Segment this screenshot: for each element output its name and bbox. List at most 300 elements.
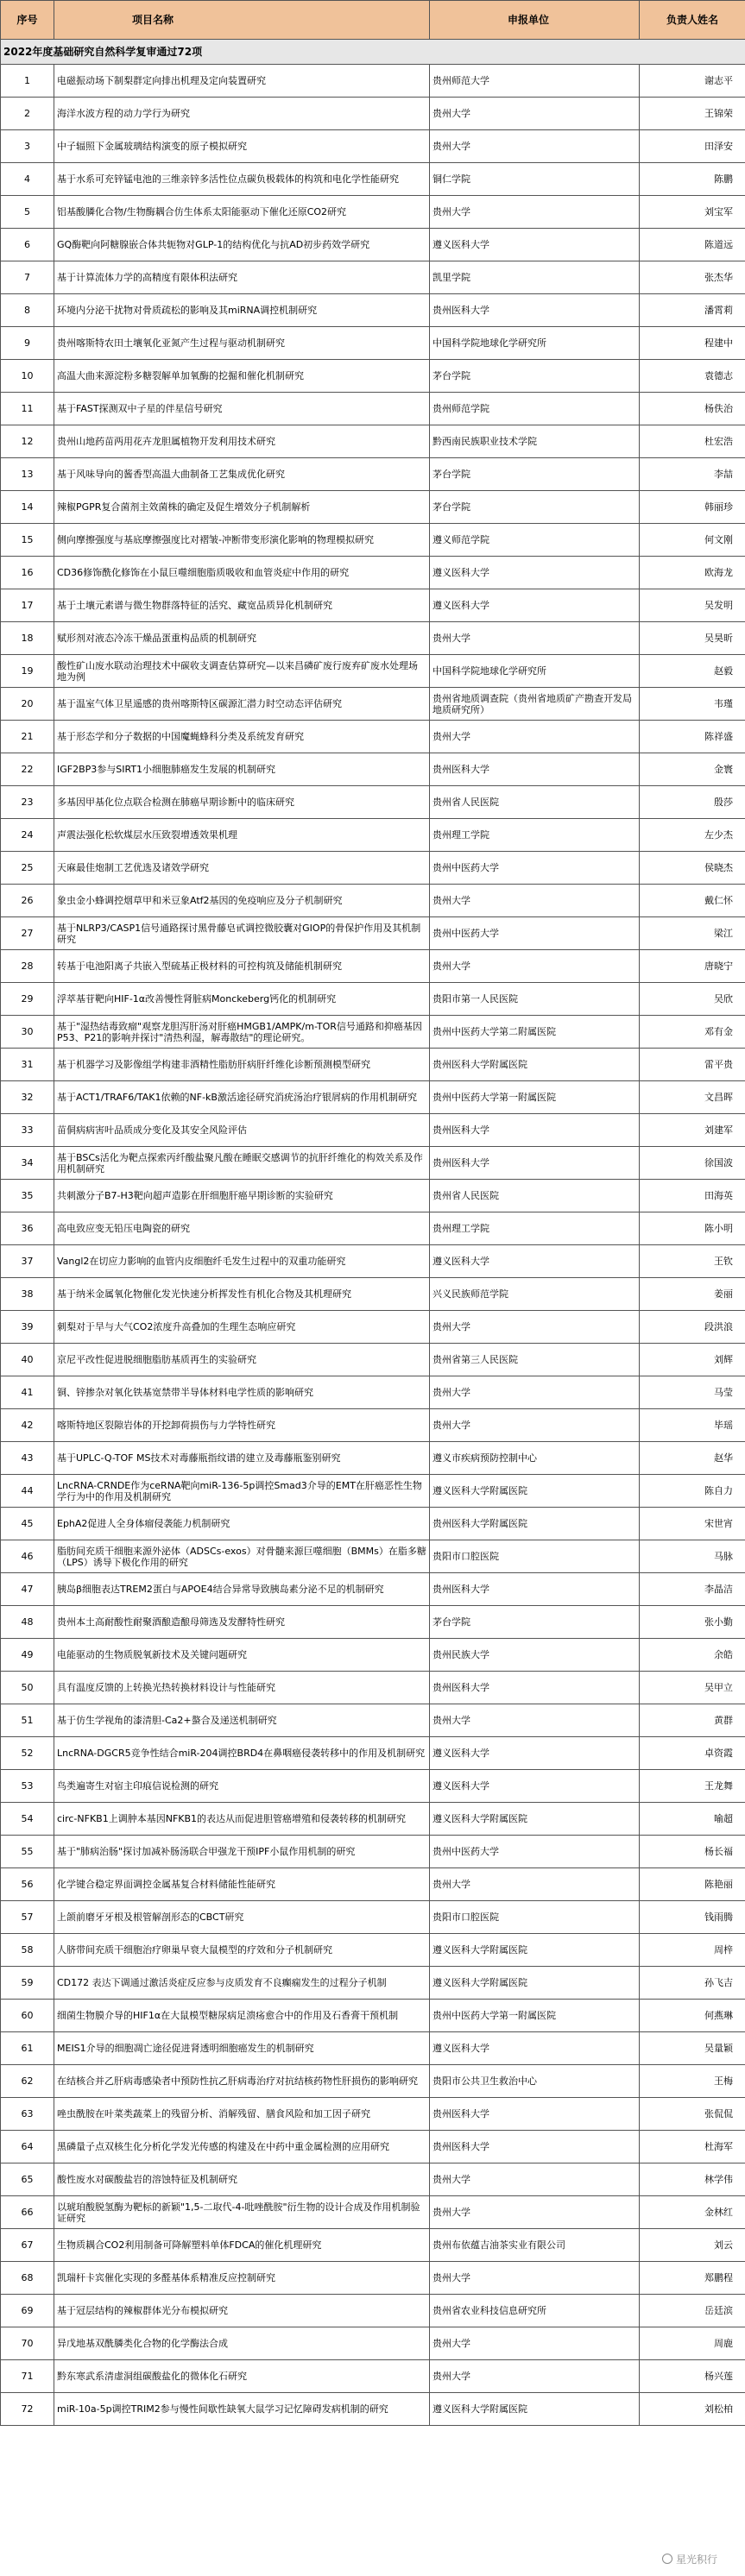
project-name: 基于冠层结构的辣椒群体光分布模拟研究 [54,2295,430,2327]
row-index: 36 [1,1212,54,1245]
project-name: 电能驱动的生物质脱氧新技术及关键问题研究 [54,1639,430,1672]
table-row [1,393,745,425]
applicant-unit: 贵州医科大学附属医院 [430,1508,640,1540]
project-name: 基于形态学和分子数据的中国魔蝇蜂科分类及系统发育研究 [54,721,430,753]
project-name: 基于温室气体卫星遥感的贵州喀斯特区碳源汇潜力时空动态评估研究 [54,688,430,721]
table-body [1,40,745,2426]
table-row [1,589,745,622]
table-row [1,425,745,458]
project-name: 基于纳米金属氧化物催化发光快速分析挥发性有机化合物及其机理研究 [54,1278,430,1311]
table-row [1,1475,745,1508]
applicant-unit: 贵州省人民医院 [430,1180,640,1212]
table-row [1,1770,745,1803]
person-name: 田泽安 [640,130,745,163]
person-name: 韦瑾 [640,688,745,721]
person-name: 李晶洁 [640,1573,745,1606]
applicant-unit: 贵州大学 [430,2327,640,2360]
project-name: MEIS1介导的细胞凋亡途径促进肾透明细胞癌发生的机制研究 [54,2032,430,2065]
project-name: EphA2促进人全身体瘤侵袭能力机制研究 [54,1508,430,1540]
project-name: 酸性废水对碳酸盐岩的溶蚀特征及机制研究 [54,2163,430,2196]
person-name: 张侃侃 [640,2098,745,2131]
table-row [1,1409,745,1442]
table-row [1,2327,745,2360]
project-name: 中子辐照下金属玻璃结构演变的原子模拟研究 [54,130,430,163]
wechat-icon [662,2554,672,2564]
row-index: 71 [1,2360,54,2393]
person-name: 韩丽珍 [640,491,745,524]
table-row [1,229,745,261]
project-name: GQ酶靶向阿糖腺嵌合体共轭物对GLP-1的结构优化与抗AD初步药效学研究 [54,229,430,261]
person-name: 杜宏浩 [640,425,745,458]
table-row [1,1672,745,1704]
applicant-unit: 遵义师范学院 [430,524,640,557]
person-name: 吴发明 [640,589,745,622]
project-name: CD172 表达下调通过激活炎症反应参与皮质发育不良癫痫发生的过程分子机制 [54,1967,430,2000]
applicant-unit: 贵州大学 [430,196,640,229]
applicant-unit: 中国科学院地球化学研究所 [430,655,640,688]
row-index: 6 [1,229,54,261]
table-row [1,98,745,130]
person-name: 欧海龙 [640,557,745,589]
person-name: 张小勤 [640,1606,745,1639]
project-name: 高温大曲来源淀粉多糖裂解单加氧酶的挖掘和催化机制研究 [54,360,430,393]
person-name: 刘宝军 [640,196,745,229]
row-index: 22 [1,753,54,786]
row-index: 51 [1,1704,54,1737]
row-index: 31 [1,1049,54,1081]
applicant-unit: 贵州大学 [430,1376,640,1409]
applicant-unit: 遵义医科大学 [430,557,640,589]
applicant-unit: 贵阳市口腔医院 [430,1901,640,1934]
applicant-unit: 贵州大学 [430,1409,640,1442]
applicant-unit: 贵阳市公共卫生救治中心 [430,2065,640,2098]
project-name: IGF2BP3参与SIRT1小细胞肺癌发生发展的机制研究 [54,753,430,786]
person-name: 邓有金 [640,1016,745,1049]
project-name: LncRNA-CRNDE作为ceRNA靶向miR-136-5p调控Smad3介导的EMT在肝癌恶性生物学行为中的作用及机制研究 [54,1475,430,1508]
row-index: 47 [1,1573,54,1606]
person-name: 杨兴莲 [640,2360,745,2393]
subtitle-row [1,40,745,65]
project-name: 基于ACT1/TRAF6/TAK1依赖的NF-kB激活途径研究消疣汤治疗银屑病的作用机制研究 [54,1081,430,1114]
person-name: 田海英 [640,1180,745,1212]
applicant-unit: 贵州大学 [430,950,640,983]
applicant-unit: 贵州理工学院 [430,1212,640,1245]
header-person: 负责人姓名 [640,1,745,40]
row-index: 9 [1,327,54,360]
watermark [657,2551,723,2567]
row-index: 29 [1,983,54,1016]
row-index: 17 [1,589,54,622]
person-name: 金林红 [640,2196,745,2229]
person-name: 王梅 [640,2065,745,2098]
project-name: 胰岛β细胞表达TREM2蛋白与APOE4结合异常导致胰岛素分泌不足的机制研究 [54,1573,430,1606]
person-name: 陈祥盛 [640,721,745,753]
applicant-unit: 贵州大学 [430,98,640,130]
project-name: 唑虫酰胺在叶菜类蔬菜上的残留分析、消解残留、膳食风险和加工因子研究 [54,2098,430,2131]
table-row [1,1868,745,1901]
row-index: 23 [1,786,54,819]
table-row [1,130,745,163]
project-name: 转基于电池阳离子共嵌入型硫基正极材料的可控构筑及储能机制研究 [54,950,430,983]
table-row [1,2360,745,2393]
table-row [1,1606,745,1639]
applicant-unit: 贵州省人民医院 [430,786,640,819]
project-name: 铜、锌掺杂对氧化铁基宽禁带半导体材料电学性质的影响研究 [54,1376,430,1409]
row-index: 58 [1,1934,54,1967]
row-index: 16 [1,557,54,589]
applicant-unit: 贵州中医药大学 [430,852,640,885]
person-name: 姜丽 [640,1278,745,1311]
row-index: 40 [1,1344,54,1376]
applicant-unit: 遵义医科大学 [430,589,640,622]
applicant-unit: 贵州师范大学 [430,65,640,98]
project-name: 脂肪间充质干细胞来源外泌体（ADSCs-exos）对骨髓来源巨噬细胞（BMMs）在脂多糖（LPS）诱导下极化作用的研究 [54,1540,430,1573]
row-index: 37 [1,1245,54,1278]
table-row [1,2295,745,2327]
table-row [1,983,745,1016]
person-name: 吴量颖 [640,2032,745,2065]
applicant-unit: 兴义民族师范学院 [430,1278,640,1311]
person-name: 宋世宵 [640,1508,745,1540]
table-row [1,1737,745,1770]
person-name: 卓资霞 [640,1737,745,1770]
applicant-unit: 黔西南民族职业技术学院 [430,425,640,458]
applicant-unit: 贵州师范学院 [430,393,640,425]
row-index: 19 [1,655,54,688]
row-index: 55 [1,1836,54,1868]
row-index: 34 [1,1147,54,1180]
project-name: 多基因甲基化位点联合检测在肺癌早期诊断中的临床研究 [54,786,430,819]
row-index: 20 [1,688,54,721]
project-name: 人脐带间充质干细胞治疗卵巢早衰大鼠模型的疗效和分子机制研究 [54,1934,430,1967]
project-name: 贵州山地药苗两用花卉龙胆属植物开发利用技术研究 [54,425,430,458]
table-row [1,294,745,327]
person-name: 吴甲立 [640,1672,745,1704]
project-name: 细菌生物膜介导的HIF1α在大鼠模型糖尿病足溃疡愈合中的作用及石香膏干预机制 [54,2000,430,2032]
applicant-unit: 贵州大学 [430,622,640,655]
table-row [1,2393,745,2426]
table-row [1,2065,745,2098]
row-index: 53 [1,1770,54,1803]
applicant-unit: 茅台学院 [430,360,640,393]
row-index: 10 [1,360,54,393]
project-name: 赋形剂对液态冷冻干燥品蛋重构品质的机制研究 [54,622,430,655]
applicant-unit: 凯里学院 [430,261,640,294]
row-index: 70 [1,2327,54,2360]
table-row [1,2131,745,2163]
person-name: 赵华 [640,1442,745,1475]
person-name: 喻超 [640,1803,745,1836]
project-name: 化学键合稳定界面调控金属基复合材料储能性能研究 [54,1868,430,1901]
row-index: 24 [1,819,54,852]
project-name: 铝基酸膦化合物/生物酶耦合仿生体系太阳能驱动下催化还原CO2研究 [54,196,430,229]
row-index: 66 [1,2196,54,2229]
project-name: 基于计算流体力学的高精度有限体积法研究 [54,261,430,294]
person-name: 周鹿 [640,2327,745,2360]
applicant-unit: 贵州省第三人民医院 [430,1344,640,1376]
applicant-unit: 贵州医科大学 [430,294,640,327]
table-row [1,950,745,983]
project-name: 酸性矿山废水联动治理技术中碳收支调查估算研究—以来昌磷矿废行废弃矿废水处理场地为例 [54,655,430,688]
applicant-unit: 贵州大学 [430,1704,640,1737]
project-name: 凯瑞杆卡宾催化实现的多醛基体系精准反应控制研究 [54,2262,430,2295]
applicant-unit: 贵州大学 [430,885,640,917]
person-name: 杨长福 [640,1836,745,1868]
applicant-unit: 贵州中医药大学 [430,917,640,950]
applicant-unit: 贵州大学 [430,2163,640,2196]
person-name: 何燕琳 [640,2000,745,2032]
project-name: 基于UPLC-Q-TOF MS技术对毒藤瓶指纹谱的建立及毒藤瓶鉴别研究 [54,1442,430,1475]
row-index: 46 [1,1540,54,1573]
row-index: 61 [1,2032,54,2065]
person-name: 余皓 [640,1639,745,1672]
row-index: 59 [1,1967,54,2000]
row-index: 27 [1,917,54,950]
project-name: 电磁振动场下制梨群定向排出机理及定向装置研究 [54,65,430,98]
project-name: LncRNA-DGCR5竞争性结合miR-204调控BRD4在鼻咽癌侵袭转移中的作用及机制研究 [54,1737,430,1770]
person-name: 黄群 [640,1704,745,1737]
table-row [1,1278,745,1311]
table-row [1,2229,745,2262]
table-row [1,1376,745,1409]
table-row [1,1442,745,1475]
table-row [1,917,745,950]
applicant-unit: 贵州医科大学 [430,1573,640,1606]
row-index: 33 [1,1114,54,1147]
row-index: 62 [1,2065,54,2098]
row-index: 35 [1,1180,54,1212]
row-index: 50 [1,1672,54,1704]
subtitle: 2022年度基础研究自然科学复审通过72项 [1,40,745,65]
row-index: 26 [1,885,54,917]
row-index: 63 [1,2098,54,2131]
applicant-unit: 遵义医科大学附属医院 [430,1803,640,1836]
applicant-unit: 贵州中医药大学第一附属医院 [430,2000,640,2032]
person-name: 谢志平 [640,65,745,98]
table-row [1,1934,745,1967]
project-name: 天麻最佳炮制工艺优选及诸效学研究 [54,852,430,885]
applicant-unit: 贵州大学 [430,130,640,163]
table-row [1,2098,745,2131]
table-row [1,2262,745,2295]
person-name: 郑鹏程 [640,2262,745,2295]
row-index: 54 [1,1803,54,1836]
project-name: 基于土壤元素谱与微生物群落特征的活究、藏宽品质异化机制研究 [54,589,430,622]
project-name: 刺梨对于旱与大气CO2浓度升高叠加的生理生态响应研究 [54,1311,430,1344]
row-index: 39 [1,1311,54,1344]
table-row [1,557,745,589]
project-name: 京尼平改性促进脱细胞脂肪基质再生的实验研究 [54,1344,430,1376]
person-name: 梁江 [640,917,745,950]
table-row [1,2196,745,2229]
table-row [1,1344,745,1376]
applicant-unit: 贵州大学 [430,2360,640,2393]
table-row [1,2000,745,2032]
row-index: 44 [1,1475,54,1508]
table-row [1,261,745,294]
table-row [1,1639,745,1672]
project-name: 具有温度反馈的上转换光热转换材料设计与性能研究 [54,1672,430,1704]
table-row [1,1573,745,1606]
table-row [1,360,745,393]
person-name: 袁德志 [640,360,745,393]
row-index: 64 [1,2131,54,2163]
row-index: 68 [1,2262,54,2295]
header-project-name: 项目名称 [54,1,430,40]
person-name: 赵毅 [640,655,745,688]
table-row [1,885,745,917]
project-name: 基于"肺病治肠"探讨加减补肠汤联合甲强龙干预IPF小鼠作用机制的研究 [54,1836,430,1868]
person-name: 杨佚治 [640,393,745,425]
table-row [1,1016,745,1049]
row-index: 30 [1,1016,54,1049]
applicant-unit: 贵州医科大学 [430,1672,640,1704]
project-name: CD36修饰酰化修饰在小鼠巨噬细胞脂质吸收和血管炎症中作用的研究 [54,557,430,589]
project-name: 以琥珀酸脱氢酶为靶标的新颖"1,5-二取代-4-吡唑酰胺"衍生物的设计合成及作用机制验证研究 [54,2196,430,2229]
project-name: circ-NFKB1上调肿本基因NFKB1的表达从而促进胆管癌增殖和侵袭转移的机制研究 [54,1803,430,1836]
row-index: 21 [1,721,54,753]
person-name: 刘辉 [640,1344,745,1376]
project-name: 共刺激分子B7-H3靶向超声造影在肝细胞肝癌早期诊断的实验研究 [54,1180,430,1212]
row-index: 4 [1,163,54,196]
table-row [1,1901,745,1934]
person-name: 殷莎 [640,786,745,819]
person-name: 左少杰 [640,819,745,852]
table-row [1,1836,745,1868]
applicant-unit: 贵州大学 [430,2262,640,2295]
project-name: 异戊地基双酰膦类化合物的化学酶法合成 [54,2327,430,2360]
person-name: 孙飞吉 [640,1967,745,2000]
row-index: 42 [1,1409,54,1442]
table-row [1,1704,745,1737]
table-row [1,1114,745,1147]
row-index: 7 [1,261,54,294]
applicant-unit: 贵州省农业科技信息研究所 [430,2295,640,2327]
person-name: 陈艳丽 [640,1868,745,1901]
table-row [1,2163,745,2196]
table-row [1,1311,745,1344]
person-name: 钱雨腾 [640,1901,745,1934]
table-row [1,458,745,491]
project-name: 贵州本土高耐酸性耐聚酒酿造酿母筛选及发酵特性研究 [54,1606,430,1639]
table-row [1,1508,745,1540]
person-name: 陈道远 [640,229,745,261]
person-name: 刘云 [640,2229,745,2262]
person-name: 马脉 [640,1540,745,1573]
project-name: 黔东寒武系清虚洞组碳酸盐化的微体化石研究 [54,2360,430,2393]
person-name: 毕瑶 [640,1409,745,1442]
row-index: 32 [1,1081,54,1114]
person-name: 雷平贵 [640,1049,745,1081]
project-name: 生物质耦合CO2利用制备可降解塑料单体FDCA的催化机理研究 [54,2229,430,2262]
table-row [1,1245,745,1278]
applicant-unit: 贵州省地质调查院（贵州省地质矿产勘查开发局地质研究所） [430,688,640,721]
person-name: 吴欣 [640,983,745,1016]
applicant-unit: 遵义医科大学 [430,2032,640,2065]
applicant-unit: 贵阳市第一人民医院 [430,983,640,1016]
table-row [1,1081,745,1114]
applicant-unit: 遵义医科大学 [430,229,640,261]
table-row [1,1967,745,2000]
person-name: 马莹 [640,1376,745,1409]
person-name: 刘松柏 [640,2393,745,2426]
applicant-unit: 贵州医科大学 [430,1147,640,1180]
person-name: 陈小明 [640,1212,745,1245]
person-name: 吴昊昕 [640,622,745,655]
applicant-unit: 遵义医科大学 [430,1737,640,1770]
project-name: 侧向摩擦强度与基底摩擦强度比对褶皱-冲断带变形演化影响的物理模拟研究 [54,524,430,557]
applicant-unit: 遵义市疾病预防控制中心 [430,1442,640,1475]
applicant-unit: 贵州医科大学 [430,2131,640,2163]
person-name: 杜海军 [640,2131,745,2163]
applicant-unit: 遵义医科大学 [430,1770,640,1803]
table-row [1,786,745,819]
row-index: 38 [1,1278,54,1311]
row-index: 41 [1,1376,54,1409]
row-index: 45 [1,1508,54,1540]
applicant-unit: 遵义医科大学附属医院 [430,2393,640,2426]
applicant-unit: 茅台学院 [430,1606,640,1639]
row-index: 49 [1,1639,54,1672]
row-index: 56 [1,1868,54,1901]
person-name: 王龙舞 [640,1770,745,1803]
project-name: 基于风味导向的酱香型高温大曲制备工艺集成优化研究 [54,458,430,491]
row-index: 43 [1,1442,54,1475]
applicant-unit: 铜仁学院 [430,163,640,196]
applicant-unit: 遵义医科大学 [430,1245,640,1278]
project-name: 喀斯特地区裂隙岩体的开挖卸荷损伤与力学特性研究 [54,1409,430,1442]
row-index: 1 [1,65,54,98]
row-index: 25 [1,852,54,885]
row-index: 11 [1,393,54,425]
table-row [1,1049,745,1081]
person-name: 何文刚 [640,524,745,557]
applicant-unit: 贵州医科大学 [430,2098,640,2131]
applicant-unit: 贵州中医药大学第一附属医院 [430,1081,640,1114]
person-name: 侯晓杰 [640,852,745,885]
project-name: 基于水系可充锌锰电池的三维亲锌多活性位点碳负极载体的构筑和电化学性能研究 [54,163,430,196]
table-header [1,1,745,40]
applicant-unit: 遵义医科大学附属医院 [430,1967,640,2000]
header-applicant-unit: 申报单位 [430,1,640,40]
person-name: 刘建军 [640,1114,745,1147]
applicant-unit: 贵州大学 [430,1868,640,1901]
table-row [1,1147,745,1180]
project-name: Vangl2在切应力影响的血管内皮细胞纤毛发生过程中的双重功能研究 [54,1245,430,1278]
person-name: 段洪浪 [640,1311,745,1344]
project-name: 上颌前磨牙牙根及根管解剖形态的CBCT研究 [54,1901,430,1934]
person-name: 岳廷滨 [640,2295,745,2327]
row-index: 18 [1,622,54,655]
table-row [1,2032,745,2065]
row-index: 57 [1,1901,54,1934]
applicant-unit: 贵州理工学院 [430,819,640,852]
project-name: miR-10a-5p调控TRIM2参与慢性间歇性缺氧大鼠学习记忆障碍发病机制的研究 [54,2393,430,2426]
watermark-text: 星光积行 [675,2554,717,2566]
row-index: 69 [1,2295,54,2327]
table-row [1,1212,745,1245]
table-row [1,688,745,721]
project-name: 基于机器学习及影像组学构建非酒精性脂肪肝病肝纤维化诊断预测模型研究 [54,1049,430,1081]
applicant-unit: 中国科学院地球化学研究所 [430,327,640,360]
header-index: 序号 [1,1,54,40]
row-index: 3 [1,130,54,163]
table-row [1,1540,745,1573]
person-name: 戴仁怀 [640,885,745,917]
applicant-unit: 贵州大学 [430,721,640,753]
person-name: 周梓 [640,1934,745,1967]
project-name: 辣椒PGPR复合菌剂主效菌株的确定及促生增效分子机制解析 [54,491,430,524]
